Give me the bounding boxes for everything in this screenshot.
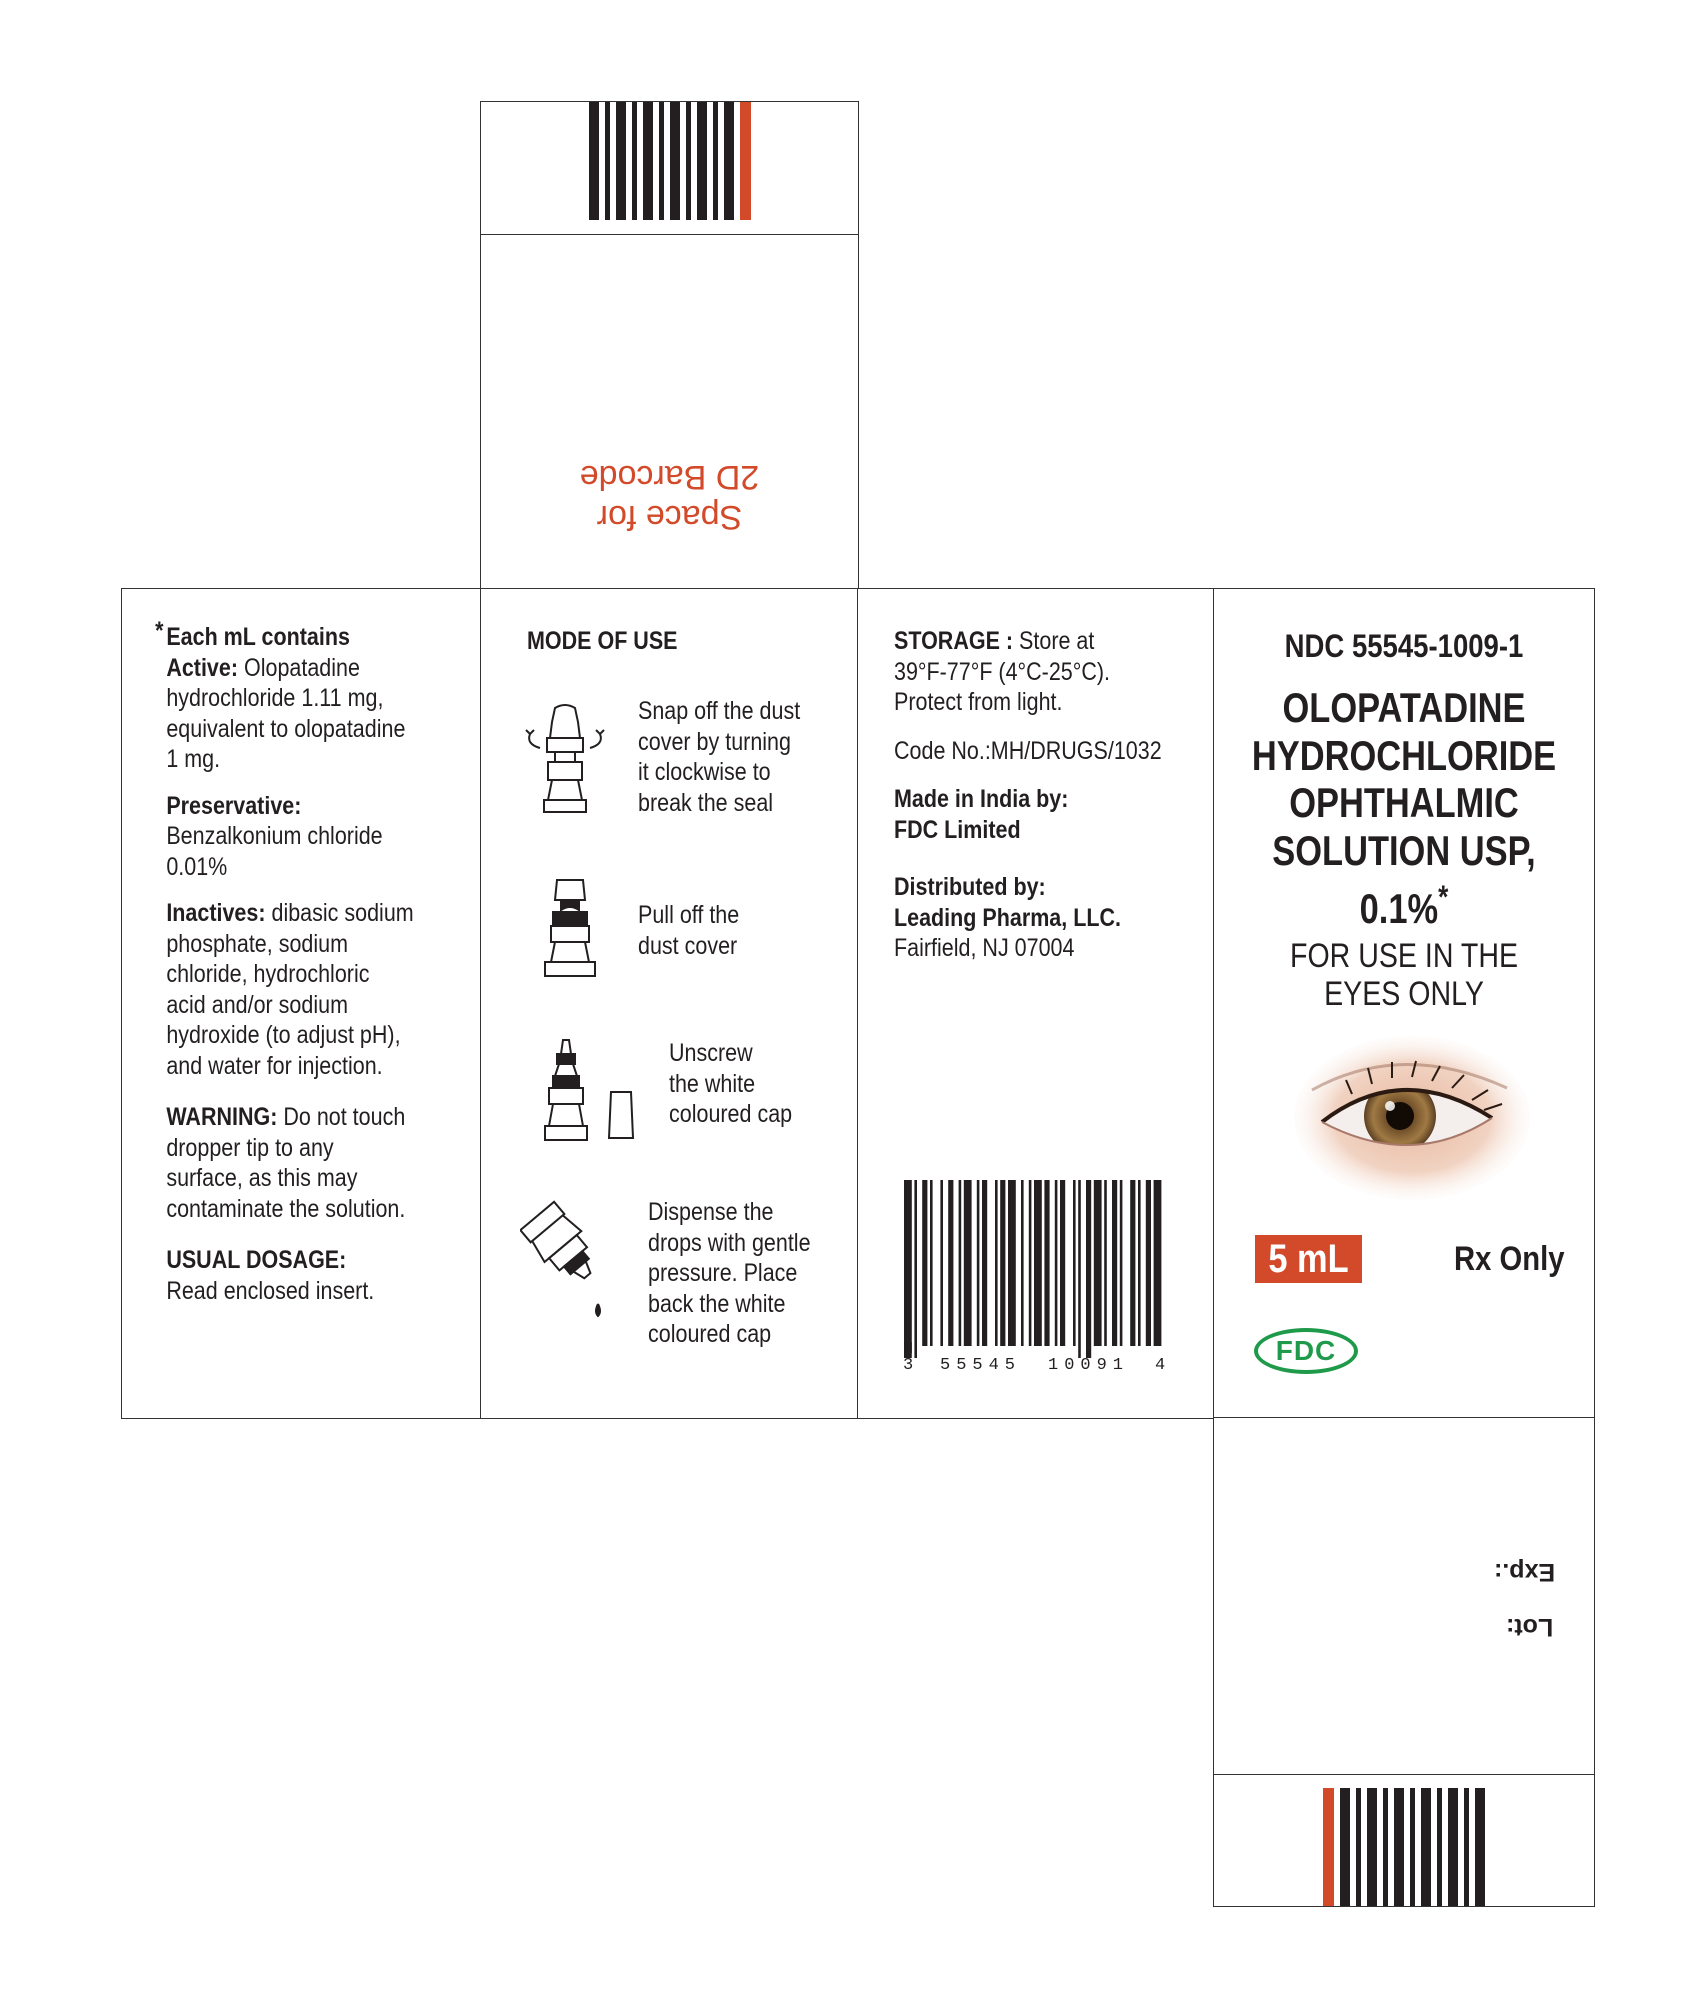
barcode-bar [1008, 1180, 1016, 1346]
step-1-line-4: break the seal [638, 788, 774, 817]
storage-label: STORAGE : [894, 627, 1014, 655]
upc-barcode [900, 1180, 1170, 1360]
product-name-line-3: OPHTHALMIC [1289, 779, 1519, 826]
barcode-digit-last: 4 [1155, 1356, 1166, 1375]
dropper-dispense-icon [520, 1200, 620, 1320]
barcode-bar [1104, 1180, 1107, 1346]
step-4-line-4: back the white [648, 1289, 786, 1318]
preservative-label: Preservative: [166, 791, 302, 820]
barcode-bar [964, 1180, 972, 1346]
barcode-bar [1060, 1180, 1065, 1346]
step-4-text [648, 1197, 811, 1350]
barcode-bar [930, 1180, 933, 1346]
top-flap [480, 101, 859, 589]
inactives-text-2: phosphate, sodium [166, 929, 349, 958]
barcode-digit-right: 10091 [1048, 1356, 1130, 1375]
asterisk: * [155, 617, 164, 645]
use-line-2: EYES ONLY [1324, 975, 1484, 1013]
color-bar-bottom-icon [1214, 1775, 1596, 1906]
barcode-bar [904, 1180, 912, 1358]
storage-text-block [894, 626, 1162, 964]
distributor: Leading Pharma, LLC. [894, 903, 1121, 932]
fdc-logo [1254, 1328, 1358, 1374]
barcode-digits [900, 1340, 1170, 1378]
storage-text-1: Store at [1013, 627, 1095, 655]
barcode-bar [1112, 1180, 1117, 1346]
bottom-flap [1213, 1417, 1595, 1907]
product-name-line-2: HYDROCHLORIDE [1251, 731, 1557, 779]
warning-text-4: contaminate the solution. [166, 1194, 406, 1223]
made-in-label: Made in India by: [894, 785, 1069, 813]
step-4-line-1: Dispense the [648, 1198, 774, 1226]
dropper-unscrew-icon [535, 1036, 645, 1146]
product-name-line-4: SOLUTION USP, [1272, 826, 1536, 874]
barcode-bar [1073, 1180, 1076, 1346]
active-label: Active: [166, 653, 239, 682]
barcode-bar [1130, 1180, 1135, 1346]
eye-image [1292, 1030, 1532, 1200]
barcode-bar [1146, 1180, 1151, 1346]
active-text-4: 1 mg. [166, 745, 221, 773]
step-3-line-2: the white [669, 1069, 756, 1098]
barcode-bar [1120, 1180, 1123, 1346]
active-text-2: hydrochloride 1.11 mg, [166, 684, 384, 712]
volume-badge [1255, 1235, 1362, 1283]
barcode-bar [1138, 1180, 1141, 1346]
barcode-digit-n: N [903, 1340, 914, 1359]
lot-label: Lot: [1506, 1613, 1554, 1641]
step-1-line-3: it clockwise to [638, 758, 771, 786]
use-statement [1244, 937, 1565, 1013]
barcode-bar [1055, 1180, 1058, 1346]
barcode-bar [1094, 1180, 1102, 1346]
volume-text: 5 mL [1268, 1237, 1349, 1281]
distributed-label: Distributed by: [894, 873, 1046, 901]
barcode-bar [914, 1180, 917, 1358]
inactives-text-6: and water for injection. [166, 1051, 383, 1080]
warning-text-1: Do not touch [277, 1103, 406, 1131]
code-no: Code No.:MH/DRUGS/1032 [894, 736, 1162, 765]
step-1-text [638, 696, 800, 818]
barcode-bar [982, 1180, 987, 1346]
inactives-text-5: hydroxide (to adjust pH), [166, 1021, 401, 1049]
dosage-text: Read enclosed insert. [166, 1276, 375, 1305]
ndc-number: NDC 55545-1009-1 [1284, 628, 1524, 664]
inactives-text-1: dibasic sodium [265, 899, 414, 927]
use-line-1: FOR USE IN THE [1290, 937, 1518, 975]
mode-of-use-heading: MODE OF USE [527, 627, 678, 655]
warning-text-2: dropper tip to any [166, 1133, 334, 1162]
barcode-bar [1154, 1180, 1162, 1346]
step-3-line-1: Unscrew [669, 1039, 753, 1067]
storage-text-2: 39°F-77°F (4°C-25°C). [894, 657, 1111, 686]
distributor-address: Fairfield, NJ 07004 [894, 934, 1075, 962]
barcode-bar [922, 1180, 927, 1346]
preservative-text-2: 0.01% [166, 852, 228, 881]
step-4-line-5: coloured cap [648, 1320, 772, 1348]
color-bar-icon [481, 102, 860, 234]
barcode-bar [977, 1180, 980, 1346]
barcode-bar [1034, 1180, 1042, 1346]
barcode-digit-first: 3 [903, 1356, 914, 1375]
step-1-line-2: cover by turning [638, 727, 791, 756]
step-1-line-1: Snap off the dust [638, 697, 801, 725]
product-name-line-1: OLOPATADINE [1282, 684, 1526, 731]
strength-asterisk: * [1438, 879, 1449, 915]
barcode-bar [1029, 1180, 1032, 1346]
dosage-label: USUAL DOSAGE: [166, 1246, 347, 1274]
exp-label: Exp.: [1494, 1558, 1556, 1586]
preservative-text-1: Benzalkonium chloride [166, 822, 383, 850]
step-2-line-2: dust cover [638, 931, 738, 960]
step-4-line-3: pressure. Place [648, 1259, 798, 1287]
dropper-pull-icon [535, 876, 605, 986]
barcode-bar [1021, 1180, 1024, 1346]
warning-text-3: surface, as this may [166, 1164, 358, 1192]
warning-label: WARNING: [166, 1103, 278, 1131]
barcode-bar [1000, 1180, 1005, 1346]
barcode-bar [1044, 1180, 1049, 1346]
dropper-rotate-icon [520, 700, 610, 820]
step-2-line-1: Pull off the [638, 901, 740, 929]
fdc-logo-text: FDC [1275, 1335, 1337, 1366]
storage-text-3: Protect from light. [894, 688, 1063, 716]
barcode-space-line-2: 2D Barcode [579, 458, 760, 496]
barcode-space-line-1: Space for [596, 498, 743, 536]
active-text-3: equivalent to olopatadine [166, 714, 406, 743]
inactives-label: Inactives: [166, 899, 266, 927]
step-2-text [638, 900, 739, 961]
made-in-company: FDC Limited [894, 815, 1021, 844]
barcode-bar [1086, 1180, 1091, 1358]
barcode-digit-left: 55545 [940, 1356, 1022, 1375]
barcode-bar [948, 1180, 953, 1346]
inactives-text-3: chloride, hydrochloric [166, 960, 370, 988]
barcode-bar [995, 1180, 998, 1346]
ingredients-text-block [155, 617, 414, 1306]
ingredients-heading: Each mL contains [166, 623, 350, 651]
step-3-text [669, 1038, 792, 1130]
barcode-bar [1078, 1180, 1081, 1358]
product-strength: 0.1% [1359, 885, 1439, 932]
color-bar-bottom [1214, 1774, 1594, 1906]
step-4-line-2: drops with gentle [648, 1228, 811, 1257]
barcode-space-label [481, 457, 858, 537]
step-3-line-3: coloured cap [669, 1100, 793, 1128]
color-bar-top [481, 102, 858, 235]
product-name [1247, 684, 1560, 933]
barcode-bar [959, 1180, 962, 1346]
active-text-1: Olopatadine [238, 653, 360, 682]
barcode-bar [940, 1180, 943, 1346]
inactives-text-4: acid and/or sodium [166, 990, 348, 1019]
rx-only: Rx Only [1454, 1240, 1565, 1278]
